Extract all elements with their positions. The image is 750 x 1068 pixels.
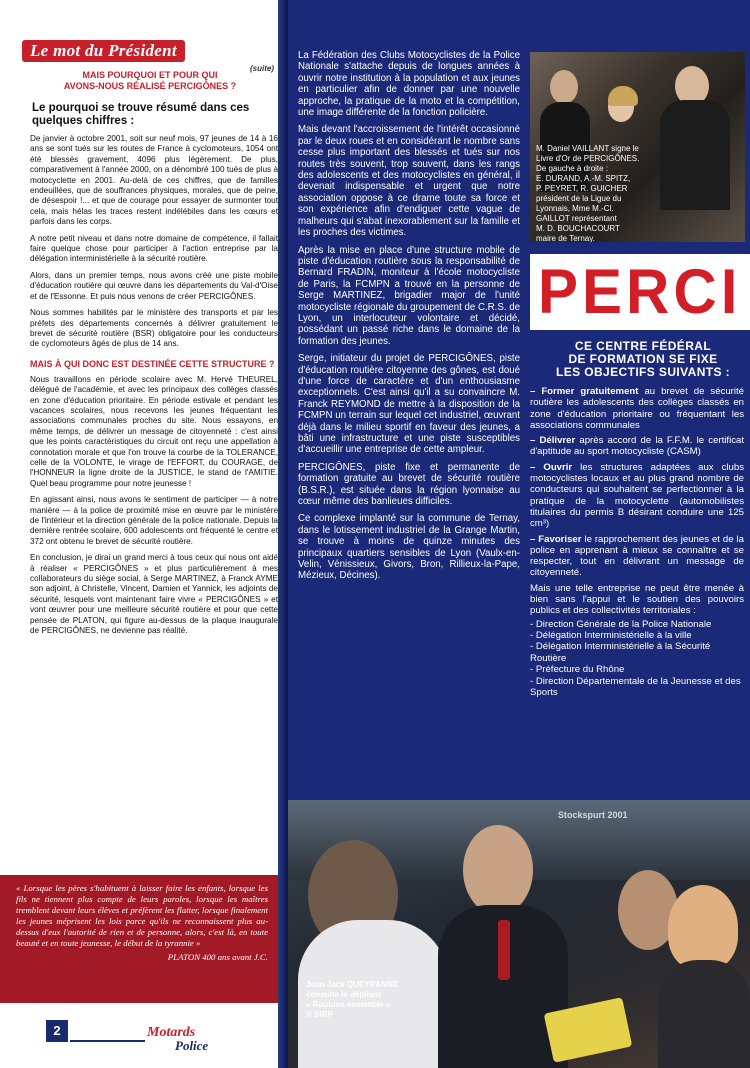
intro-text: Le pourquoi se trouve résumé dans ces quelques chiffres : [32, 102, 250, 127]
quote-attribution: PLATON 400 ans avant J.C. [167, 952, 268, 962]
footer-rule [70, 1040, 145, 1042]
list-item: - Direction Départementale de la Jeunesse et des Sports [530, 675, 741, 699]
person-figure [463, 825, 533, 915]
paragraph: Après la mise en place d'une structure mobile de piste d'éducation routière sous la responsabilité de Bernard FRADIN, moniteur à l'école motocycliste de Paris, la FCMPN a trouvé en la personne de Serge MARTINEZ, brigadier major de l'unité motocycliste régionale du groupement de C.R.S. de Lyon, un interlocuteur volontaire et décidé, possédant un passé riche dans le domaine de la formation des jeunes. [298, 244, 520, 347]
signing-photo [530, 52, 745, 242]
objective-item: – Ouvrir les structures adaptées aux clubs motocyclistes locaux et au plus grand nombre de conducteurs qui souhaitent se perfectionner à la pratique de la motocyclette (automobilistes titulaires du permis B désirant conduire une 125 cm³) [530, 461, 744, 530]
page-footer [0, 1010, 285, 1068]
person-figure [550, 70, 578, 104]
list-item: - Direction Générale de la Police Nationale [530, 618, 712, 630]
left-column [22, 40, 278, 636]
person-figure [658, 960, 750, 1068]
paragraph: De janvier à octobre 2001, soit sur neuf mois, 97 jeunes de 14 à 16 ans se sont tués sur les routes de France à cyclomoteurs, 1054 ont été blessés gravement, 4096 plus légèrement. De plus, comparativement à l'année 2000, on a dénombré 100 tués de plus à motocyclette en 2001. Au-delà de ces chiffres, que de familles endeuillées, que de souffrances physiques, morales, que de peine, de désespoir !... et que de courage pour essayer de surmonter tout cela, mais hélas les traces restent indélébiles dans les cœurs et parfois dans les corps. [30, 134, 278, 227]
paragraph: A notre petit niveau et dans notre domaine de compétence, il fallait faire quelque chose pour participer à l'action entreprise par la délégation interministérielle à la sécurité routière. [30, 233, 278, 264]
magazine-logo: Motards Police [147, 1025, 209, 1053]
support-paragraph: Mais une telle entreprise ne peut être menée à bien sans l'appui et le soutien des pouvoirs publics et des collectivités territoriales : [530, 582, 744, 617]
paragraph: PERCIGÔNES, piste fixe et permanente de formation gratuite au brevet de sécurité routière (B.S.R.), est située dans la région lyonnaise au cœur même des banlieues difficiles. [298, 461, 520, 508]
signing-photo-caption: M. Daniel VAILLANT signe le Livre d'Or de PERCIGÔNES. De gauche à droite : E. DURAND, A.-M. SPITZ, P. PEYRET, R. GUICHER président de la Ligue du Lyonnais, Mme M.-Cl. GAILLOT représentant M. D. BOUCHACOURT maire de Ternay. [536, 144, 640, 242]
paragraph: Nous travaillons en période scolaire avec M. Hervé THEUREL, délégué de l'académie, et avec les principaux des collèges classés en zone d'éducation prioritaire. En période estivale et pendant les vacances scolaires, nous recevons les jeunes fréquentant les associations communales proches du site. Nous essayons, en même temps, de délivrer un message de citoyenneté : c'est ainsi que les points caractéristiques du circuit ont reçu une appellation à connotation morale et que l'on trouve la courbe de la TOLERANCE, celle de la VOLONTE, le virage de l'EFFORT, du COURAGE, de l'HONNEUR la ligne droite de la JUSTICE, le stand de l'AMITIE. Quel beau programme pour notre jeunesse ! [30, 374, 278, 488]
president-title: Le mot du Président [22, 40, 185, 62]
paragraph: En conclusion, je dirai un grand merci à tous ceux qui nous ont aidé à réaliser « PERCIGÔNES » et plus particulièrement à mes collaborateurs du siège social, à Serge MARTINEZ, à Franck AYME son adjoint, à Christelle, Vincent, Damien et Yannick, les adjoints de sécurité, lesquels vont maintenant faire vivre « PERCIGÔNES » et vont œuvrer pour une meilleure sécurité routière et pour que cette pensée de PLATON, qui figure au-dessus de la plaque inaugurale de PERCIGÔNES, ne devienne pas réalité. [30, 553, 278, 636]
paragraph: Serge, initiateur du projet de PERCIGÔNES, piste d'éducation routière citoyenne des gônes, est doué d'une force de caractère et d'un enthousiasme exceptionnels. C'est ainsi qu'il a su convaincre M. Franck REYMOND de mettre à la disposition de la FCMPN un terrain sur lequel cet industriel, œuvrant déjà dans le milieu sportif en faveur des jeunes, a bâti une infrastructure et une piste susceptibles d'accueillir une entreprise de cette ampleur. [298, 353, 520, 456]
column-divider [278, 0, 288, 1068]
queyranne-photo [288, 800, 750, 1068]
middle-column [288, 0, 530, 800]
banner-text: PERCI [538, 256, 742, 327]
paragraph: Alors, dans un premier temps, nous avons créé une piste mobile d'éducation routière qui œuvre dans les départements du Val-d'Oise et de l'Essonne. Et puis nous venons de créer PERCIGÔNES. [30, 270, 278, 301]
suite-label: (suite) [250, 64, 274, 73]
paragraph: En agissant ainsi, nous avons le sentiment de participer — à notre manière — à la police de proximité mise en œuvre par le ministère de l'intérieur et la direction générale de la police nationale. Depuis la dernière rentrée scolaire, 600 adolescents ont fréquenté le centre et 372 ont obtenu le brevet de sécurité routière. [30, 495, 278, 546]
background-sign: Stockspurt 2001 [558, 810, 628, 820]
quote-text: « Lorsque les pères s'habituent à laisser faire les enfants, lorsque les fils ne tiennent plus compte de leurs paroles, lorsque les maîtres tremblent devant leurs élèves et préfèrent les flatter, lorsque finalement les jeunes méprisent les lois parce qu'ils ne reconnaissent plus au-dessus d'eux l'autorité de rien et de personne, alors, c'est là, en toute beauté et en toute jeunesse, le début de la tyrannie » [16, 883, 268, 948]
page-number: 2 [46, 1020, 68, 1042]
paragraph: Mais devant l'accroissement de l'intérêt occasionné par le deux roues et en considérant le nombre sans cesse plus important des blessés et tués sur nos routes très souvent, trop souvent, dans les rangs des adolescents et des motocyclistes en général, il devenait indispensable et urgent que notre association oppose à ce drame toute sa force et son expérience afin d'endiguer cette vague de malheurs qui s'abat inexorablement sur la famille et les proches des victimes. [298, 124, 520, 239]
platon-quote-box [0, 875, 278, 1003]
queyranne-photo-caption: Jean-Jack QUEYRANNE consulte le dépliant « Roulons ensemble » © SIRP [306, 980, 399, 1019]
objectives-body [530, 386, 744, 698]
question-heading-1: MAIS POURQUOI ET POUR QUI AVONS-NOUS RÉALISÉ PERCIGÔNES ? [63, 70, 237, 91]
list-item: - Délégation Interministérielle à la ville [530, 630, 692, 642]
paragraph: La Fédération des Clubs Motocyclistes de la Police Nationale s'attache depuis de longues années à ouvrir notre institution à la population et aux jeunes en particulier afin de donner par une nouvelle approche, la pratique de la moto et la compétition, une image différente de la fonction policière. [298, 50, 520, 119]
supporters-list [530, 619, 744, 699]
person-figure [498, 920, 510, 980]
list-item: - Délégation Interministérielle à la Sécurité Routière [530, 641, 711, 664]
person-figure [608, 86, 638, 106]
right-column [530, 0, 750, 800]
objective-item: – Favoriser le rapprochement des jeunes et de la police en apprenant à mieux se connaître et se respecter, tout en délivrant un message de citoyenneté. [530, 533, 744, 579]
paragraph: Nous sommes habilités par le ministère des transports et par les préfets des départements concernés à délivrer gratuitement le brevet de sécurité routière (BSR) obligatoire pour les conducteurs de cyclomoteurs âgés de plus de 14 ans. [30, 308, 278, 349]
list-item: - Préfecture du Rhône [530, 664, 625, 676]
person-figure [668, 885, 738, 970]
objective-item: – Former gratuitement au brevet de sécurité routière les adolescents des collèges classés en zone d'éducation prioritaire ou fréquentant les associations communales [530, 386, 744, 431]
objective-item: – Délivrer après accord de la F.F.M. le certificat d'aptitude au sport motocycliste (CASM) [530, 435, 745, 458]
percigones-banner [530, 254, 750, 330]
question-heading-2: MAIS À QUI DONC EST DESTINÉE CETTE STRUCTURE ? [30, 358, 275, 369]
paragraph: Ce complexe implanté sur la commune de Ternay, dans le lotissement industriel de la Grange Martin, se trouve à moins de quinze minutes des principaux quartiers sensibles de Lyon (Vaulx-en-Velin, Vénissieux, Givors, Bron, Rillieux-la-Pape, Mézieux, Décines). [298, 513, 520, 582]
left-body [22, 134, 278, 636]
objectives-heading: CE CENTRE FÉDÉRAL DE FORMATION SE FIXE LES OBJECTIFS SUIVANTS : [555, 339, 731, 379]
